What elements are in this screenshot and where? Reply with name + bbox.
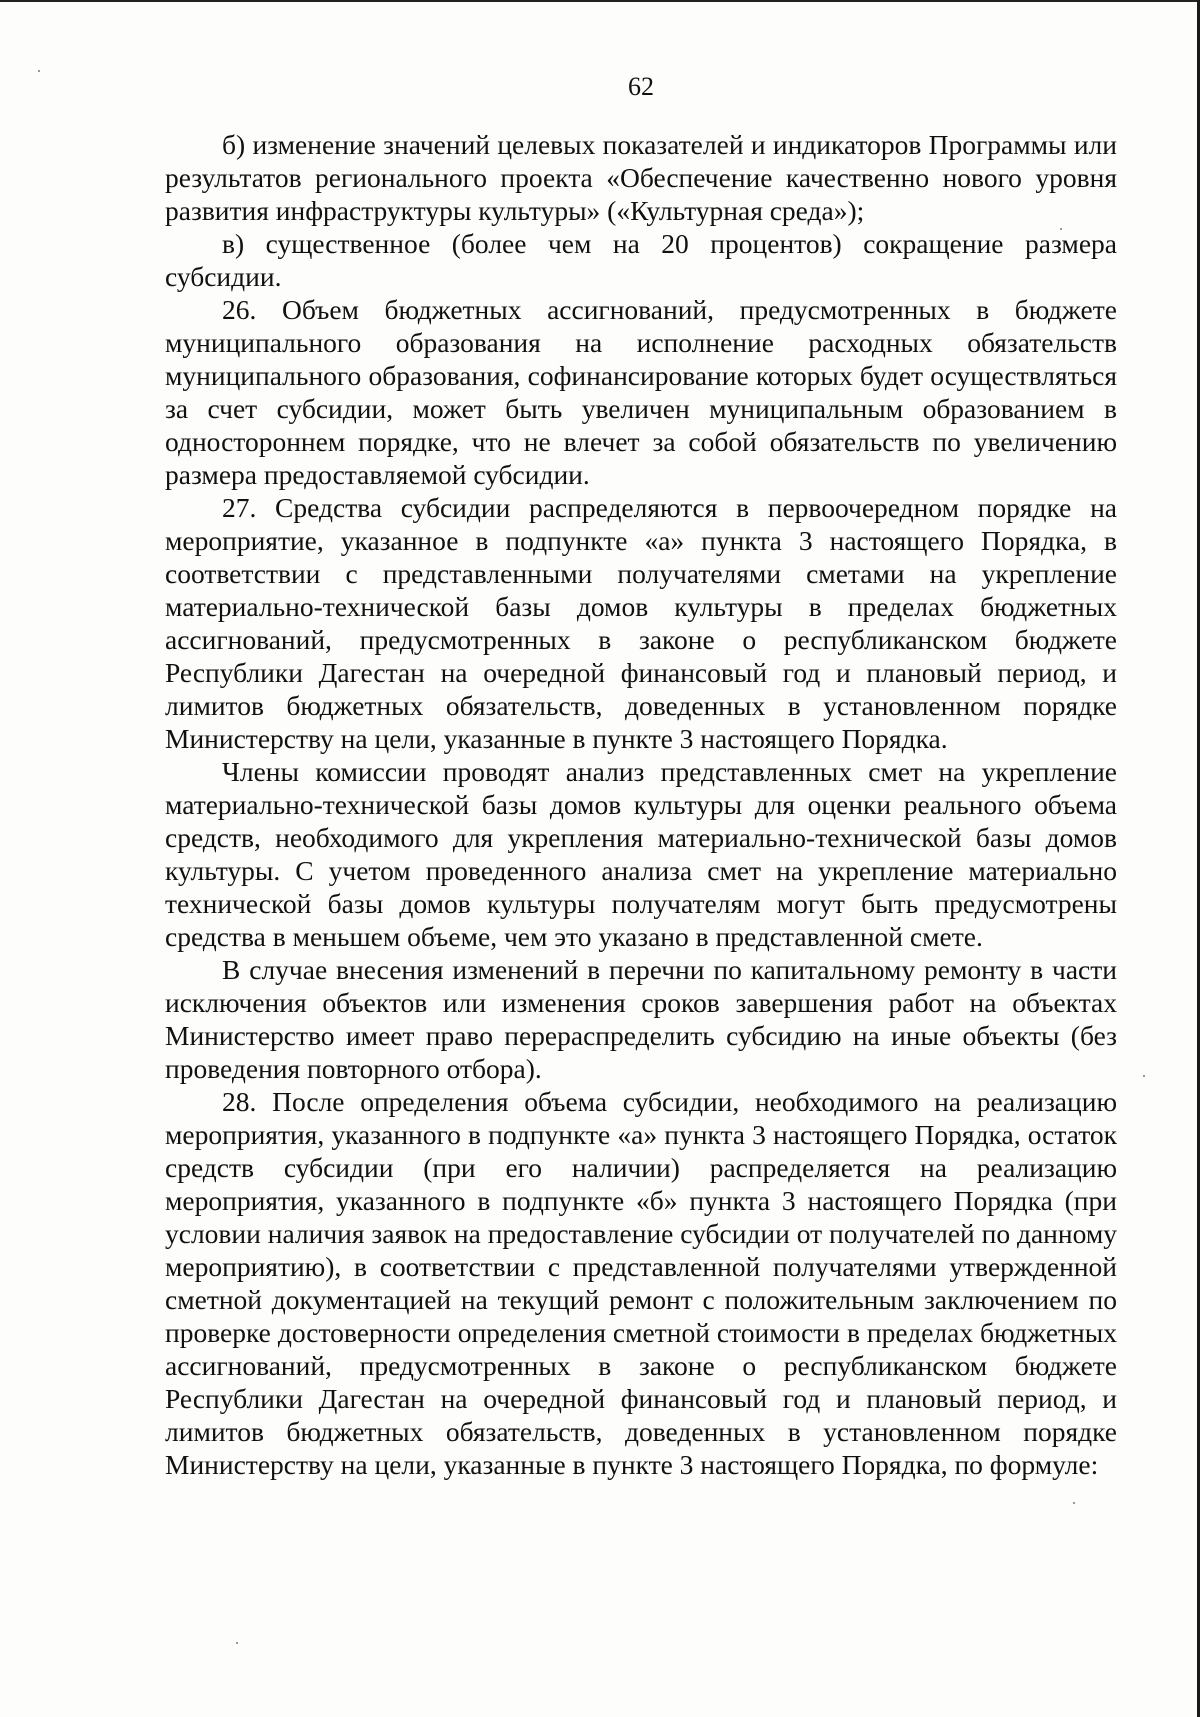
paragraph-26: 26. Объем бюджетных ассигнований, предусмотренных в бюджете муниципального образования на исполнение расходных обязательств муниципального образования, софинансирование которых будет осуществляться за счет субсидии, может быть увеличен муниципальным образованием в одностороннем порядке, что не влечет за собой обязательств по увеличению размера предоставляемой субсидии.	[165, 294, 1117, 490]
scan-speck	[1073, 1502, 1075, 1504]
scan-speck	[236, 1642, 238, 1644]
scan-speck	[1143, 1075, 1145, 1077]
paragraph-27: 27. Средства субсидии распределяются в первоочередном порядке на мероприятие, указанное в подпункте «а» пункта 3 настоящего Порядка, в соответствии с представленными получателями сметами на укрепление материально-технической базы домов культуры в пределах бюджетных ассигнований, предусмотренных в законе о республиканском бюджете Республики Дагестан на очередной финансовый год и плановый период, и лимитов бюджетных обязательств, доведенных в установленном порядке Министерству на цели, указанные в пункте 3 настоящего Порядка.	[165, 492, 1117, 754]
paragraph-28: 28. После определения объема субсидии, необходимого на реализацию мероприятия, указанного в подпункте «а» пункта 3 настоящего Порядка, остаток средств субсидии (при его наличии) распределяется на реализацию мероприятия, указанного в подпункте «б» пункта 3 настоящего Порядка (при условии наличия заявок на предоставление субсидии от получателей по данному мероприятию), в соответствии с представленной получателями утвержденной сметной документацией на текущий ремонт с положительным заключением по проверке достоверности определения сметной стоимости в пределах бюджетных ассигнований, предусмотренных в законе о республиканском бюджете Республики Дагестан на очередной финансовый год и плановый период, и лимитов бюджетных обязательств, доведенных в установленном порядке Министерству на цели, указанные в пункте 3 настоящего Порядка, по формуле:	[165, 1086, 1117, 1480]
document-body	[165, 128, 1117, 1481]
paragraph-item-b: б) изменение значений целевых показателей и индикаторов Программы или результатов регионального проекта «Обеспечение качественно нового уровня развития инфраструктуры культуры» («Культурная среда»);	[165, 129, 1117, 226]
page-number: 62	[628, 72, 654, 101]
scan-edge-top	[0, 0, 1200, 2]
paragraph-redistribution: В случае внесения изменений в перечни по капитальному ремонту в части исключения объектов или изменения сроков завершения работ на объектах Министерство имеет право перераспределить субсидию на иные объекты (без проведения повторного отбора).	[165, 954, 1117, 1084]
paragraph-commission: Члены комиссии проводят анализ представленных смет на укрепление материально-технической базы домов культуры для оценки реального объема средств, необходимого для укрепления материально-технической базы домов культуры. С учетом проведенного анализа смет на укрепление материально технической базы домов культуры получателям могут быть предусмотрены средства в меньшем объеме, чем это указано в представленной смете.	[165, 756, 1117, 952]
paragraph-item-v: в) существенное (более чем на 20 процентов) сокращение размера субсидии.	[165, 228, 1117, 292]
